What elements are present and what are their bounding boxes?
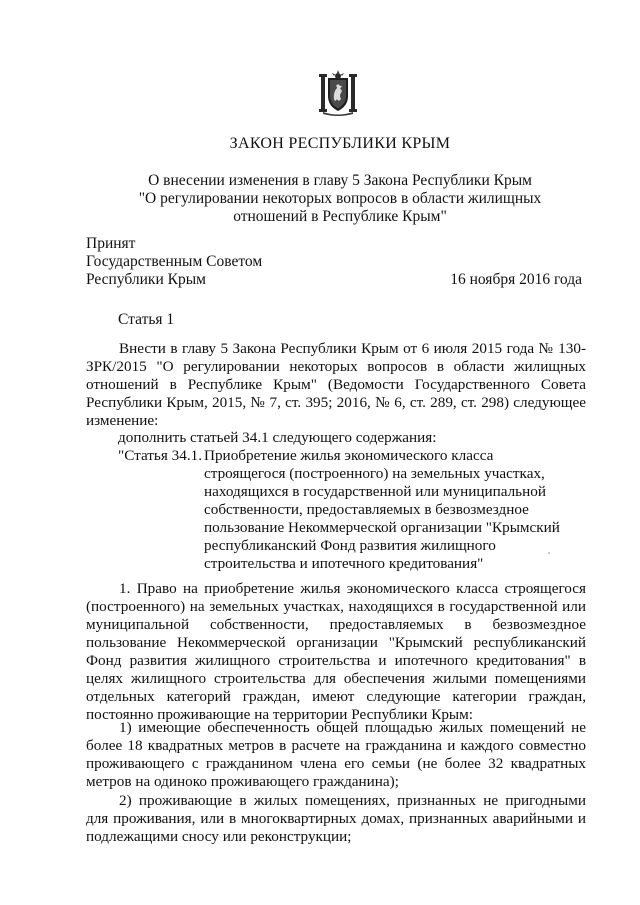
new-article-title (204, 447, 584, 573)
law-subtitle-line-3: отношений в Республике Крым" (233, 208, 447, 225)
scan-speck (548, 552, 550, 554)
article-intro-paragraph: Внести в главу 5 Закона Республики Крым от 6 июля 2015 года № 130-ЗРК/2015 "О регулировании некоторых вопросов в области жилищных отношений в Республике Крым" (Ведомости Государственного Совета Республики Крым, 2015, № 7, ст. 395; 2016, № 6, ст. 289, ст. 298) следующее изменение: (86, 340, 586, 429)
adoption-date: 16 ноября 2016 года (450, 271, 582, 288)
new-article-title-line: собственности, предоставляемых в безвозмездное (204, 501, 529, 518)
adopted-by-line-2: Государственным Советом (86, 253, 263, 270)
law-subtitle-line-1: О внесении изменения в главу 5 Закона Республики Крым (148, 172, 532, 189)
point-1-paragraph: 1. Право на приобретение жилья экономического класса строящегося (построенного) на земельных участках, находящихся в государственной или муниципальной собственности, предоставляемых в безвозмездное пользование Некоммерческой организации "Крымский республиканский Фонд развития жилищного строительства и ипотечного кредитования" в целях жилищного строительства для обеспечения жилыми помещениями отдельных категорий граждан, имеют следующие категории граждан, постоянно проживающие на территории Республики Крым: (86, 580, 586, 723)
new-article-label: "Статья 34.1. (118, 447, 203, 464)
law-title: ЗАКОН РЕСПУБЛИКИ КРЫМ (229, 135, 451, 152)
new-article-title-line: пользование Некоммерческой организации "Крымский (204, 519, 560, 536)
new-article-title-line: находящихся в государственной или муниципальной (204, 483, 546, 500)
amendment-instruction: дополнить статьей 34.1 следующего содержания: (118, 429, 437, 446)
adopted-by-line-3: Республики Крым (86, 271, 206, 288)
law-subtitle-line-2: "О регулировании некоторых вопросов в области жилищных (138, 190, 542, 207)
new-article-title-line: строящегося (построенного) на земельных участках, (204, 465, 545, 482)
article-heading: Статья 1 (118, 311, 175, 328)
new-article-title-line: Приобретение жилья экономического класса (204, 447, 494, 464)
new-article-title-line: республиканский Фонд развития жилищного (204, 537, 496, 554)
subpoint-2-paragraph: 2) проживающие в жилых помещениях, признанных не пригодными для проживания, или в многоквартирных домах, признанных аварийными и подлежащими сносу или реконструкции; (86, 792, 586, 845)
crimea-coat-of-arms-emblem (314, 70, 362, 116)
adopted-by-line-1: Принят (86, 235, 136, 252)
subpoint-1-paragraph: 1) имеющие обеспеченность общей площадью жилых помещений не более 18 квадратных метров в расчете на гражданина и каждого совместно проживающего с гражданином члена его семьи (не более 32 квадратных метров на одиноко проживающего гражданина); (86, 719, 586, 790)
new-article-title-line: строительства и ипотечного кредитования" (204, 555, 484, 572)
